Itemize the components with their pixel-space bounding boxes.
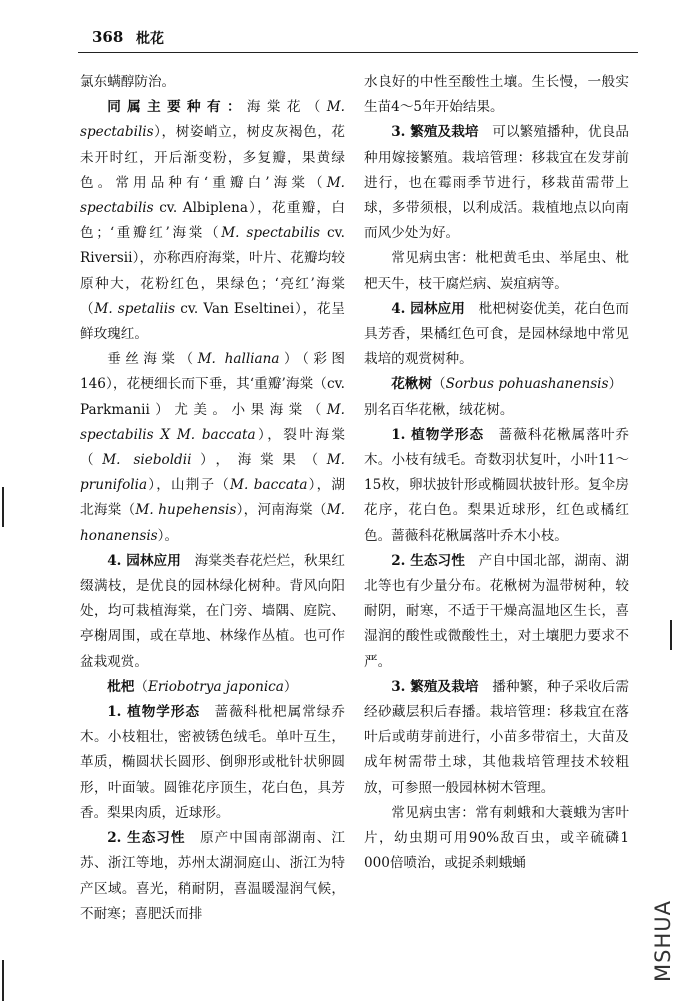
paragraph: 常见病虫害：枇杷黄毛虫、举尾虫、枇杷天牛，枝干腐烂病、炭疽病等。 <box>364 250 629 292</box>
latin-name: M. spectabilis X M. baccata <box>80 401 345 443</box>
paragraph <box>364 297 629 373</box>
paragraph: 氯东螨醇防治。 <box>80 74 176 90</box>
paragraph <box>364 549 629 675</box>
latin-name: M. sieboldii <box>102 452 192 469</box>
paragraph: 水良好的中性至酸性土壤。生长慢，一般实生苗4～5年开始结果。 <box>364 74 629 116</box>
header-rule <box>78 52 638 53</box>
paragraph: 别名百华花楸，绒花树。 <box>364 401 514 418</box>
latin-name: M. baccata <box>230 477 308 494</box>
paragraph <box>80 549 345 675</box>
paragraph <box>364 120 629 246</box>
paragraph <box>80 95 345 347</box>
left-column <box>80 70 345 927</box>
section-text: 蔷薇科枇杷属常绿乔木。小枝粗壮，密被锈色绒毛。单叶互生，革质，椭圆状长圆形、倒卵形或枇针状卵圆形，叶面皱。圆锥花序顶生，花白色，具芳香。梨果肉质，近球形。 <box>80 704 345 821</box>
latin-name: M. spectabilis <box>80 99 346 141</box>
latin-name: Sorbus pohuashanensis <box>445 376 609 393</box>
species-name: 枇杷 <box>107 678 135 695</box>
latin-name: Eriobotrya japonica <box>147 678 284 695</box>
text-run: ）（彩图146），花梗细长而下垂，其‘重瓣’海棠（cv. Parkmanii）尤美。小果海棠（ <box>80 351 346 418</box>
species-name: 花楸树 <box>391 376 432 393</box>
section-text: 海棠类春花烂烂，秋果红缀满枝，是优良的园林绿化树种。背风向阳处，均可栽植海棠，在门旁、墙隅、庭院、亭榭周围，或在草地、林缘作丛植。也可作盆栽观赏。 <box>80 552 345 670</box>
latin-name: M. halliana <box>197 351 280 368</box>
paragraph: 常见病虫害：常有刺蛾和大蓑蛾为害叶片，幼虫期可用90%敌百虫，或辛硫磷1 000倍喷治，或捉杀刺蛾蛹 <box>364 804 629 872</box>
paragraph-lead: 同属主要种有： <box>107 99 247 116</box>
page-number: 368 <box>92 28 124 46</box>
section-label: 2. 生态习性 <box>391 552 465 569</box>
running-title: 枇花 <box>136 31 164 47</box>
section-label: 3. 繁殖及栽培 <box>391 124 479 141</box>
section-text: 播种繁，种子采收后需经砂藏层积后春播。栽培管理：移栽宜在落叶后或萌芽前进行，小苗多带宿土，大苗及成年树需带土球，其他栽培管理技术较粗放，可参照一般园林树木管理。 <box>364 678 630 796</box>
species-heading: 花楸树（Sorbus pohuashanensis） <box>391 376 623 393</box>
paragraph <box>364 423 629 549</box>
text-run: cv. Riversii），亦称西府海棠，叶片、花瓣均较原种大，花粉红色，果绿色；‘亮红’海棠（ <box>80 225 345 317</box>
species-heading: 枇杷（Eriobotrya japonica） <box>107 678 298 695</box>
section-text: 枇杷树姿优美，花白色而具芳香，果橘红色可食，是园林绿地中常见栽培的观赏树种。 <box>364 300 629 368</box>
text-run: cv. Albiplena），花重瓣，白色；‘重瓣红’海棠（ <box>80 200 345 242</box>
text-run: ），裂叶海棠（ <box>80 426 346 469</box>
latin-name: M. spectabilis <box>80 174 345 217</box>
latin-name: M. prunifolia <box>80 452 346 494</box>
paragraph <box>80 347 345 549</box>
scan-mark <box>2 960 4 1001</box>
text-run: ），海棠果（ <box>191 452 327 469</box>
section-text: 产自中国北部，湖南、湖北等也有少量分布。花楸树为温带树种，较耐阴，耐寒，不适于干燥高温地区生长，喜湿润的酸性或微酸性土，对土壤肥力要求不严。 <box>364 552 629 670</box>
text-run: ），树姿峭立，树皮灰褐色，花未开时红，开后渐变粉，多复瓣，果黄绿色。常用品种有‘重瓣白’海棠（ <box>80 124 345 191</box>
text-run: ），河南海棠（ <box>236 502 327 519</box>
section-label: 3. 繁殖及栽培 <box>391 678 479 695</box>
section-text: 原产中国南部湖南、江苏、浙江等地，苏州太湖洞庭山、浙江为特产区域。喜光，稍耐阴，喜温暖湿润气候，不耐寒；喜肥沃而排 <box>80 830 345 922</box>
section-label: 1. 植物学形态 <box>107 704 201 721</box>
scan-mark <box>670 620 672 650</box>
section-label: 2. 生态习性 <box>107 830 186 847</box>
section-text: 可以繁殖播种，优良品种用嫁接繁殖。栽培管理：移栽宜在发芽前进行，也在霉雨季节进行，移栽苗需带上球，多带须根，以利成活。栽植地点以向南而风少处为好。 <box>364 124 630 242</box>
right-column <box>364 70 629 877</box>
section-label: 1. 植物学形态 <box>391 426 485 443</box>
latin-name: M. honanensis <box>80 502 345 544</box>
paragraph <box>364 675 629 801</box>
paragraph <box>80 826 345 927</box>
section-label: 4. 园林应用 <box>107 552 181 569</box>
latin-name: M. spectabilis <box>221 225 321 242</box>
scan-mark <box>2 487 4 527</box>
section-text: 蔷薇科花楸属落叶乔木。小枝有绒毛。奇数羽状复叶，小叶11～15枚，卵状披针形或椭圆状披针形。复伞房花序，花白色。梨果近球形，红色或橘红色。蔷薇科花楸属落叶乔木小枝。 <box>364 426 629 544</box>
text-run: ）。 <box>157 527 179 544</box>
page-header <box>78 22 638 52</box>
text-run: 海棠花（ <box>246 99 327 116</box>
text-run: ），湖北海棠（ <box>80 477 345 519</box>
watermark: MSHUA <box>651 900 675 982</box>
text-run: 垂丝海棠（ <box>107 351 198 368</box>
latin-name: M. hupehensis <box>135 502 237 519</box>
section-label: 4. 园林应用 <box>391 300 465 317</box>
paragraph <box>80 700 345 826</box>
text-run: cv. Van Eseltinei），花呈鲜玫瑰红。 <box>80 300 345 343</box>
text-run: ），山荆子（ <box>147 477 231 494</box>
latin-name: M. spetaliis <box>94 300 176 317</box>
